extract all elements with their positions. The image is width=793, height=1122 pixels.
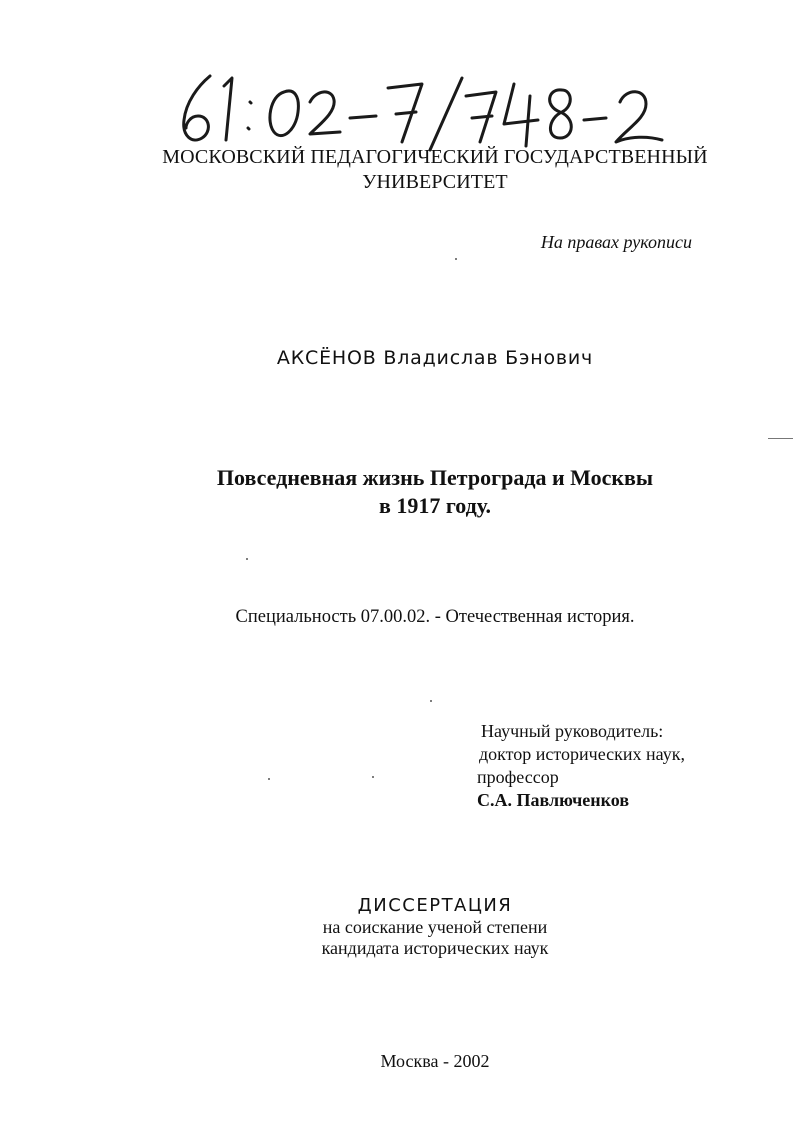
scan-speck [455,258,457,260]
title-line2: в 1917 году. [378,493,492,518]
handwritten-archive-code [170,62,680,152]
supervisor-rank: профессор [477,767,559,787]
author-name: АКСЁНОВ Владислав Бэнович [276,347,594,369]
university-name-line2: УНИВЕРСИТЕТ [362,171,508,193]
university-name-line1: МОСКОВСКИЙ ПЕДАГОГИЧЕСКИЙ ГОСУДАРСТВЕННЫЙ [162,146,708,168]
dissertation-degree-line2: кандидата исторических наук [321,938,549,958]
dissertation-heading: ДИССЕРТАЦИЯ [357,895,513,916]
dissertation-title [120,464,750,520]
title-line1: Повседневная жизнь Петрограда и Москвы [216,465,654,490]
place-year: Москва - 2002 [380,1051,490,1071]
scan-speck [246,558,248,560]
supervisor-name: С.А. Павлюченков [477,790,630,810]
handwritten-code-text [170,62,171,63]
handwritten-code-drawing [170,62,680,152]
scan-speck [430,700,432,702]
supervisor-label: Научный руководитель: [481,721,664,741]
specialty: Специальность 07.00.02. - Отечественная история. [235,607,635,627]
supervisor-block [474,720,774,812]
scan-speck [372,776,374,778]
manuscript-note: На правах рукописи [540,232,692,252]
scan-edge-mark [768,438,793,439]
supervisor-degree: доктор исторических наук, [479,744,685,764]
dissertation-block [120,895,750,959]
university-name [120,145,750,195]
dissertation-degree-line1: на соискание ученой степени [322,917,548,937]
scan-speck [268,778,270,780]
